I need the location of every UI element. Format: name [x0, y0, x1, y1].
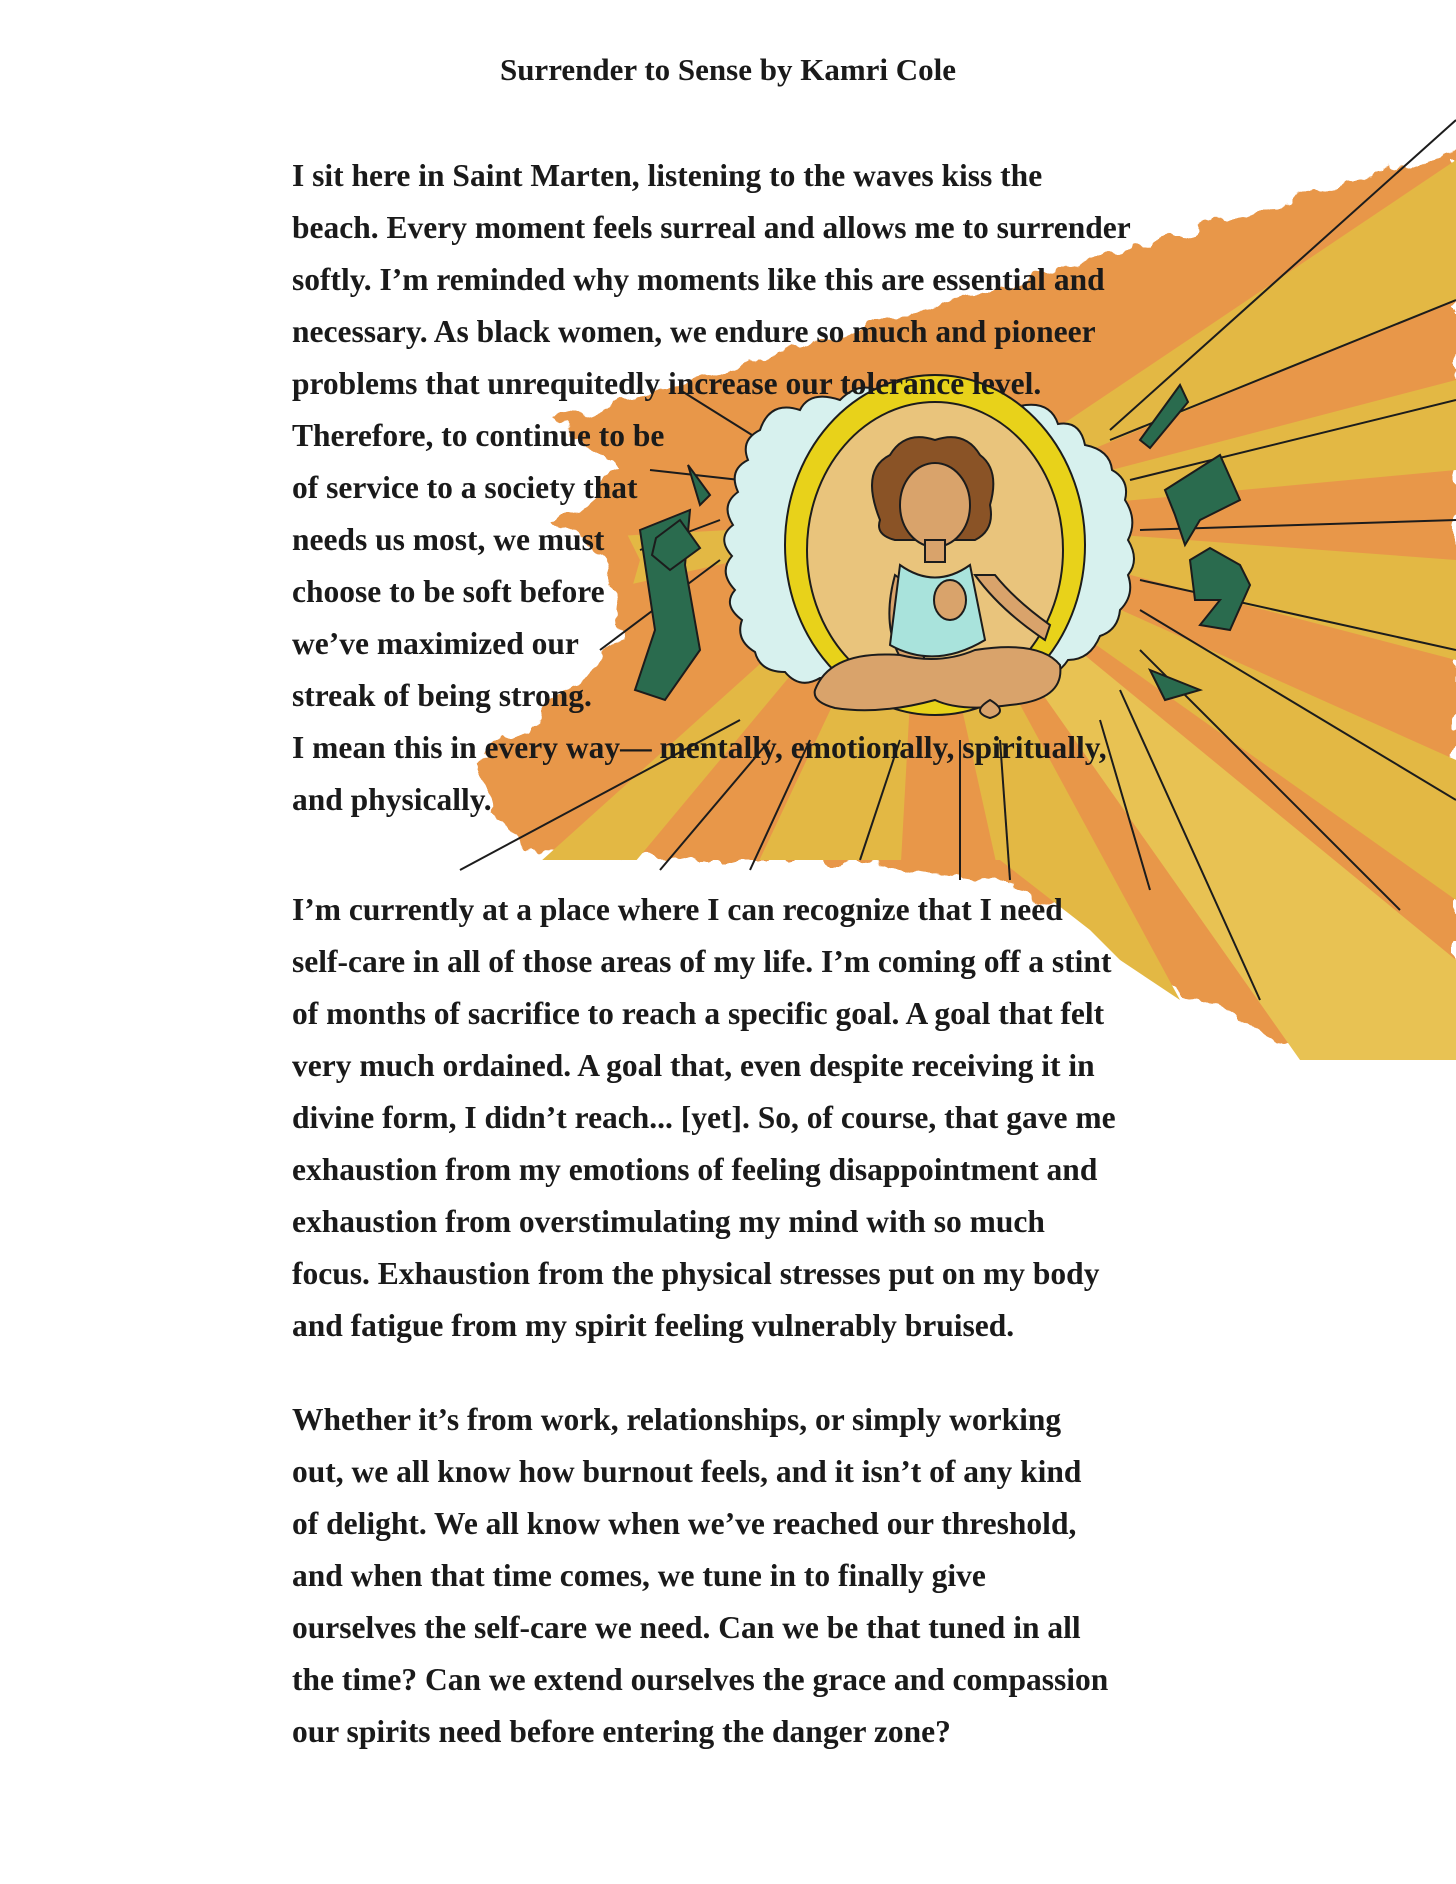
text-line: our spirits need before entering the danger zone?: [292, 1714, 951, 1749]
text-line: softly. I’m reminded why moments like this are essential and: [292, 262, 1105, 297]
text-line: ourselves the self-care we need. Can we be that tuned in all: [292, 1610, 1081, 1645]
text-line: Therefore, to continue to be: [292, 418, 665, 453]
text-line: and when that time comes, we tune in to finally give: [292, 1558, 986, 1593]
text-line: divine form, I didn’t reach... [yet]. So, of course, that gave me: [292, 1100, 1116, 1135]
text-line: the time? Can we extend ourselves the grace and compassion: [292, 1662, 1109, 1697]
text-line: I sit here in Saint Marten, listening to the waves kiss the: [292, 158, 1043, 193]
text-line: problems that unrequitedly increase our tolerance level.: [292, 366, 1042, 401]
text-line: of service to a society that: [292, 470, 638, 505]
text-line: out, we all know how burnout feels, and it isn’t of any kind: [292, 1454, 1082, 1489]
text-line: of months of sacrifice to reach a specific goal. A goal that felt: [292, 996, 1105, 1031]
text-line: streak of being strong.: [292, 678, 592, 713]
text-line: of delight. We all know when we’ve reached our threshold,: [292, 1506, 1077, 1541]
paragraph-1: [292, 150, 1131, 826]
text-line: needs us most, we must: [292, 522, 605, 557]
text-line: self-care in all of those areas of my life. I’m coming off a stint: [292, 944, 1112, 979]
paragraph-2: [292, 884, 1116, 1352]
text-line: focus. Exhaustion from the physical stresses put on my body: [292, 1256, 1100, 1291]
text-line: and fatigue from my spirit feeling vulnerably bruised.: [292, 1308, 1015, 1343]
text-line: and physically.: [292, 782, 492, 817]
text-line: necessary. As black women, we endure so much and pioneer: [292, 314, 1096, 349]
text-line: I mean this in every way— mentally, emotionally, spiritually,: [292, 730, 1107, 765]
text-line: beach. Every moment feels surreal and allows me to surrender: [292, 210, 1131, 245]
text-line: exhaustion from my emotions of feeling disappointment and: [292, 1152, 1098, 1187]
text-line: choose to be soft before: [292, 574, 605, 609]
text-line: we’ve maximized our: [292, 626, 579, 661]
text-line: I’m currently at a place where I can recognize that I need: [292, 892, 1063, 927]
page-title: Surrender to Sense by Kamri Cole: [499, 52, 957, 87]
text-line: very much ordained. A goal that, even despite receiving it in: [292, 1048, 1095, 1083]
text-line: exhaustion from overstimulating my mind with so much: [292, 1204, 1045, 1239]
paragraph-3: [292, 1394, 1108, 1758]
text-line: Whether it’s from work, relationships, or simply working: [292, 1402, 1062, 1437]
